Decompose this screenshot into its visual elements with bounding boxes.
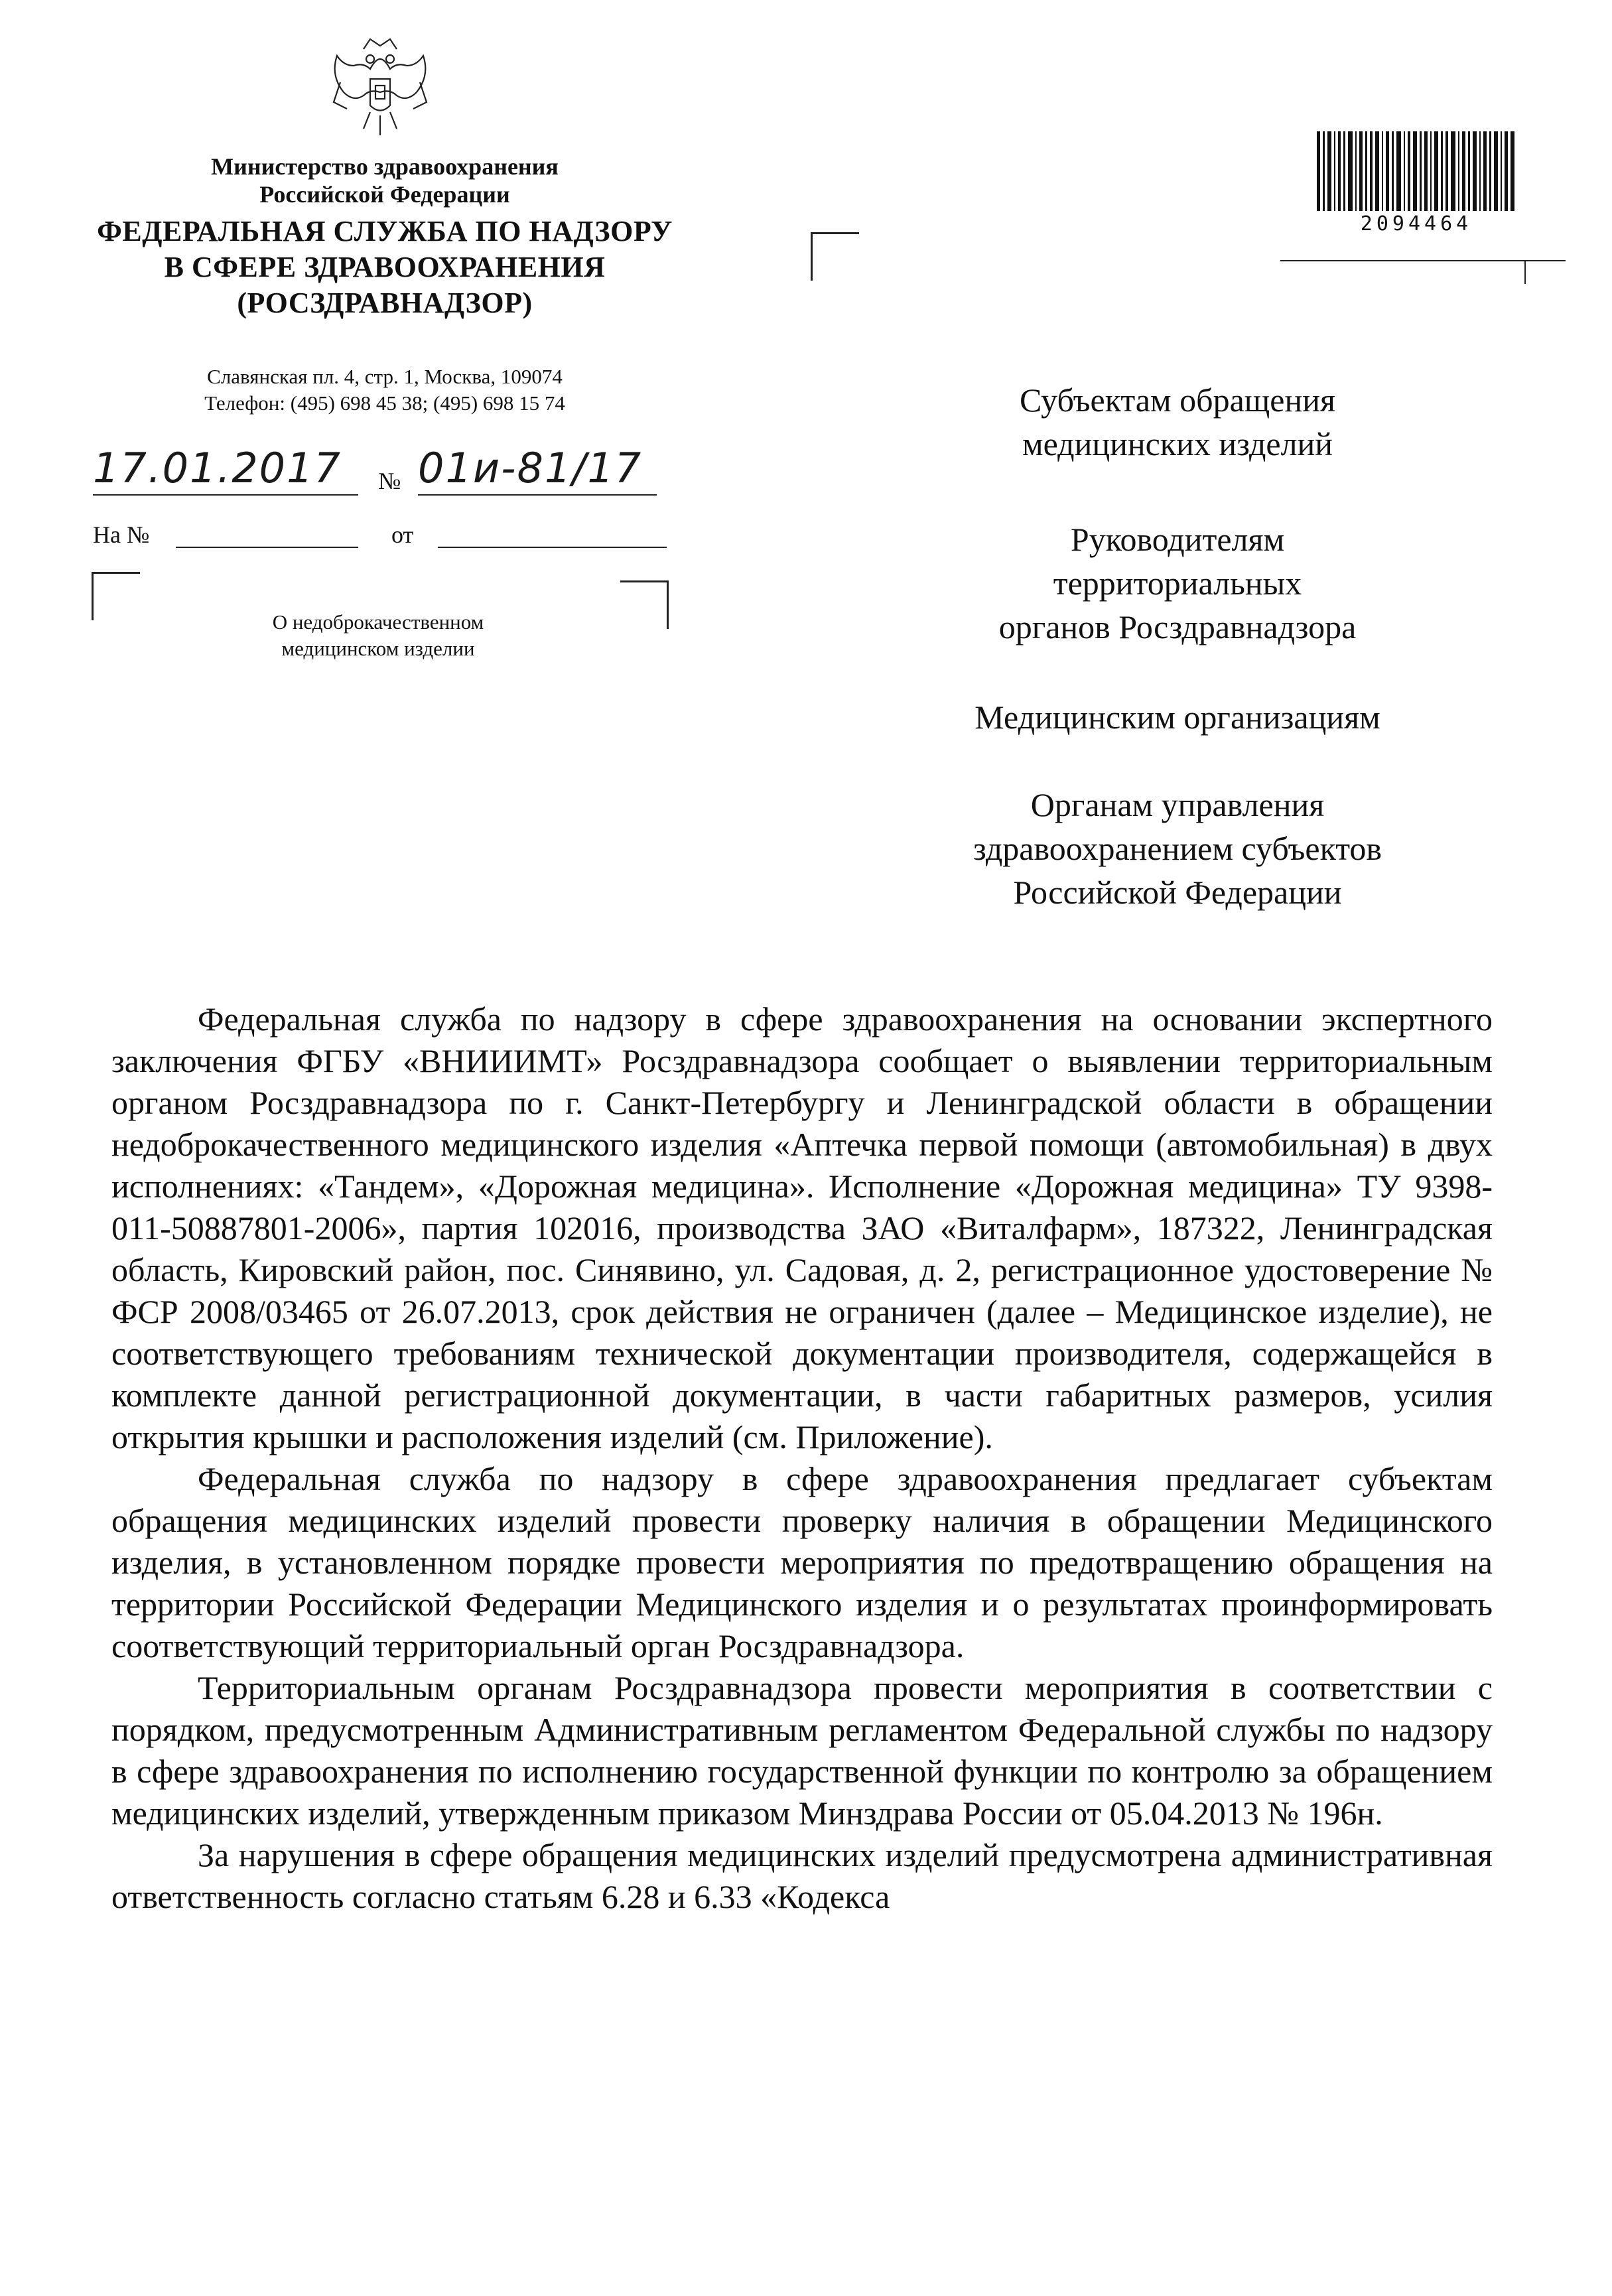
addressee-block-2 bbox=[849, 517, 1506, 649]
addressee-2-line-3: органов Росздравнадзора bbox=[998, 608, 1357, 645]
subject-line-2: медицинском изделии bbox=[281, 637, 475, 660]
addressee-2-line-1: Руководителям bbox=[1070, 521, 1285, 558]
ministry-name bbox=[133, 153, 637, 208]
addressee-4-line-3: Российской Федерации bbox=[1013, 874, 1342, 911]
ministry-line-2: Российской Федерации bbox=[259, 181, 510, 208]
agency-line-3: (РОСЗДРАВНАДЗОР) bbox=[237, 287, 533, 319]
letter-body bbox=[111, 998, 1493, 1918]
agency-phone: Телефон: (495) 698 45 38; (495) 698 15 74 bbox=[204, 391, 565, 415]
number-label: № bbox=[378, 468, 401, 494]
addressee-corner-line bbox=[1280, 260, 1566, 281]
registration-date bbox=[93, 444, 358, 496]
agency-line-2: В СФЕРЕ ЗДРАВООХРАНЕНИЯ bbox=[164, 251, 606, 283]
addressee-block-4 bbox=[849, 783, 1506, 914]
registration-number bbox=[418, 444, 657, 496]
body-paragraph-2: Федеральная служба по надзору в сфере здравоохранения предлагает субъектам обращения медицинских изделий провести проверку наличия в обращении Медицинского изделия, в установленном порядке провести мероприятия по предотвращению обращения на территории Российской Федерации Медицинского изделия и о результатах проинформировать соответствующий территориальный орган Росздравнадзора. bbox=[111, 1460, 1493, 1664]
body-paragraph-4: За нарушения в сфере обращения медицинских изделий предусмотрена административная ответственность согласно статьям 6.28 и 6.33 «Кодекса bbox=[111, 1836, 1493, 1915]
registration-date-text: 17.01.2017 bbox=[93, 444, 342, 492]
registration-number-text: 01и-81/17 bbox=[418, 444, 643, 492]
addressee-2-line-2: территориальных bbox=[1053, 565, 1302, 602]
ministry-line-1: Министерство здравоохранения bbox=[211, 153, 559, 180]
addressee-4-line-1: Органам управления bbox=[1030, 786, 1325, 823]
addressee-block-3 bbox=[849, 695, 1506, 739]
agency-contacts bbox=[133, 364, 637, 417]
subject-corner-right bbox=[620, 580, 669, 629]
body-paragraph-1: Федеральная служба по надзору в сфере здравоохранения на основании экспертного заключения ФГБУ «ВНИИИМТ» Росздравнадзора сообщает о выявлении территориальным органом Росздравнадзора по г. Санкт-Петербургу и Ленинградской области в обращении недоброкачественного медицинского изделия «Аптечка первой помощи (автомобильная) в двух исполнениях: «Тандем», «Дорожная медицина». Исполнение «Дорожная медицина» ТУ 9398-011-50887801-2006», партия 102016, производства ЗАО «Виталфарм», 187322, Ленинградская область, Кировский район, пос. Синявино, ул. Садовая, д. 2, регистрационное удостоверение № ФСР 2008/03465 от 26.07.2013, срок действия не ограничен (далее – Медицинское изделие), не соответствующего требованиям технической документации производителя, содержащейся в комплекте данной регистрационной документации, в части габаритных размеров, усилия открытия крышки и расположения изделий (см. Приложение). bbox=[111, 1000, 1493, 1455]
coat-of-arms-emblem bbox=[324, 29, 437, 142]
agency-line-1: ФЕДЕРАЛЬНАЯ СЛУЖБА ПО НАДЗОРУ bbox=[97, 215, 673, 247]
addressee-4-line-2: здравоохранением субъектов bbox=[973, 830, 1382, 867]
barcode bbox=[1317, 131, 1516, 211]
subject-line-1: О недоброкачественном bbox=[272, 610, 484, 634]
from-date-line bbox=[438, 545, 667, 548]
body-paragraph-3: Территориальным органам Росздравнадзора провести мероприятия в соответствии с порядком, предусмотренным Административным регламентом Федеральной службы по надзору в сфере здравоохранения по исполнению государственной функции по контролю за обращением медицинских изделий, утвержденным приказом Минздрава России от 05.04.2013 № 196н. bbox=[111, 1669, 1493, 1832]
reply-label: На № bbox=[93, 521, 150, 548]
addressee-block-1 bbox=[849, 378, 1506, 466]
agency-address: Славянская пл. 4, стр. 1, Москва, 109074 bbox=[207, 365, 563, 388]
subject-corner-left bbox=[92, 572, 140, 620]
addressee-1-line-1: Субъектам обращения bbox=[1020, 381, 1335, 419]
addressee-3-line-1: Медицинским организациям bbox=[974, 699, 1380, 736]
subject-line bbox=[212, 609, 544, 662]
addressee-corner-tick bbox=[1524, 260, 1527, 284]
reply-number-line bbox=[176, 545, 358, 548]
from-label: от bbox=[391, 521, 414, 548]
addressee-corner-left bbox=[811, 232, 859, 281]
agency-name bbox=[73, 214, 697, 321]
addressee-1-line-2: медицинских изделий bbox=[1022, 425, 1333, 462]
barcode-number: 2094464 bbox=[1360, 212, 1473, 236]
